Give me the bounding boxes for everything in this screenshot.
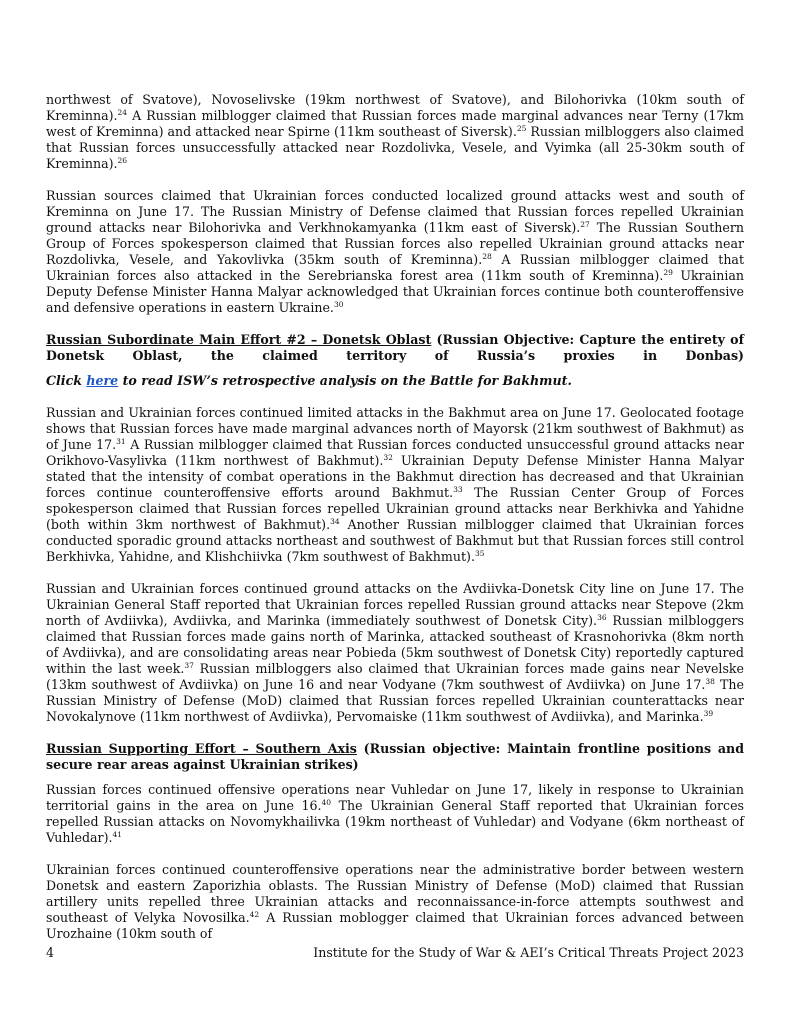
footnote-ref: 38 [705, 676, 715, 686]
footnote-ref: 25 [516, 123, 527, 133]
footnote-ref: 27 [580, 219, 590, 229]
footnote-ref: 32 [383, 452, 393, 462]
footnote-ref: 35 [474, 548, 485, 558]
paragraph-text: A Russian milblogger claimed that Russian forces made marginal advances near Terny (17km west of Kreminna) and attacked near Spirne (11km southeast of Siversk). [46, 108, 744, 139]
footnote-ref: 39 [703, 708, 714, 718]
footnote-ref: 40 [321, 797, 332, 807]
paragraph-luhansk-claims [46, 92, 744, 172]
paragraph-text: Russian milbloggers also claimed that Russian forces unsuccessfully attacked near Rozdolivka, Vesele, and Vyimka (all 25-30km south of Kreminna). [46, 124, 745, 171]
footnote-ref: 29 [663, 267, 673, 277]
section-heading-donetsk-objective: (Russian Objective: Capture the entirety of Donetsk Oblast, the claimed territory of Russia’s proxies in Donbas) [46, 332, 744, 363]
paragraph-text: Russian and Ukrainian forces continued ground attacks on the Avdiivka-Donetsk City line on June 17. The Ukrainian General Staff reported that Ukrainian forces repelled Russian ground attacks near Stepove (2km north of Avdiivka), Avdiivka, and Marinka (immediately southwest of Donetsk City). [46, 581, 744, 628]
paragraph-text: Russian sources claimed that Ukrainian forces conducted localized ground attacks west and south of Kreminna on June 17. The Russian Ministry of Defense claimed that Russian forces repelled Ukrainian ground attacks near Bilohorivka and Verkhnokamyanka (11km east of Siversk). [46, 188, 744, 235]
paragraph-text: A Russian milblogger claimed that Russian forces conducted unsuccessful ground attacks near Orikhovo-Vasylivka (11km northwest of Bakhmut). [46, 437, 744, 468]
footnote-ref: 36 [597, 612, 607, 622]
paragraph-text: The Russian Ministry of Defense (MoD) claimed that Russian forces repelled Ukrainian counterattacks near Novokalynove (11km northwest of Avdiivka), Pervomaiske (11km southwest of Avdiivka), and Marinka. [46, 677, 744, 724]
footnote-ref: 33 [453, 484, 463, 494]
section-heading-southern-title: Russian Supporting Effort – Southern Axis [46, 741, 357, 756]
section-heading-southern-objective: (Russian objective: Maintain frontline positions and secure rear areas against Ukrainian strikes) [46, 741, 744, 772]
paragraph-text: A Russian moblogger claimed that Ukrainian forces advanced between Urozhaine (10km south of [46, 910, 744, 941]
paragraph-text: The Russian Center Group of Forces spokesperson claimed that Russian forces repelled Ukrainian ground attacks near Berkhivka and Yahidne (both within 3km northwest of Bakhmut). [46, 485, 744, 532]
paragraph-text: Russian milbloggers also claimed that Ukrainian forces made gains near Nevelske (13km southwest of Avdiivka) on June 16 and near Vodyane (7km southwest of Avdiivka) on June 17. [46, 661, 744, 692]
page-number: 4 [46, 945, 55, 960]
footer-organization: Institute for the Study of War & AEI’s Critical Threats Project 2023 [313, 945, 744, 960]
paragraph-text: Ukrainian Deputy Defense Minister Hanna Malyar acknowledged that Ukrainian forces continue both counteroffensive and defensive operations in eastern Ukraine. [46, 268, 744, 315]
footnote-ref: 34 [330, 516, 340, 526]
paragraph-text: Russian and Ukrainian forces continued limited attacks in the Bakhmut area on June 17. Geolocated footage shows that Russian forces have made marginal advances north of Mayorsk (21km southwest of Bakhmut) as of June 17. [46, 405, 744, 452]
footnote-ref: 41 [112, 829, 123, 839]
paragraph-vuhledar [46, 782, 744, 846]
footnote-ref: 42 [249, 909, 260, 919]
retrospective-suffix: to read ISW’s retrospective analysis on the Battle for Bakhmut. [118, 373, 572, 388]
paragraph-text: The Russian Southern Group of Forces spokesperson claimed that Russian forces also repelled Ukrainian ground attacks near Rozdolivka, Vesele, and Yakovlivka (35km south of Kreminna). [46, 220, 745, 267]
footnote-ref: 26 [117, 155, 128, 165]
paragraph-text: northwest of Svatove), Novoselivske (19km northwest of Svatove), and Bilohorivka (10km south of Kreminna). [46, 92, 744, 123]
retrospective-link[interactable]: here [86, 373, 119, 388]
section-heading-donetsk-title: Russian Subordinate Main Effort #2 – Donetsk Oblast [46, 332, 432, 347]
document-page [46, 92, 744, 942]
footnote-ref: 24 [117, 107, 128, 117]
paragraph-text: A Russian milblogger claimed that Ukrainian forces also attacked in the Serebrianska forest area (11km south of Kreminna). [46, 252, 745, 283]
paragraph-text: Ukrainian forces continued counteroffensive operations near the administrative border between western Donetsk and eastern Zaporizhia oblasts. The Russian Ministry of Defense (MoD) claimed that Russian artillery units repelled three Ukrainian attacks and reconnaissance-in-force attempts southwest and southeast of Velyka Novosilka. [46, 862, 744, 925]
footnote-ref: 28 [482, 251, 492, 261]
paragraph-zaporizhia-border [46, 862, 744, 942]
footnote-ref: 30 [333, 299, 344, 309]
footnote-ref: 37 [184, 660, 194, 670]
section-heading-donetsk [46, 332, 744, 364]
paragraph-text: Russian forces continued offensive operations near Vuhledar on June 17, likely in response to Ukrainian territorial gains in the area on June 16. [46, 782, 744, 813]
retrospective-callout [46, 373, 744, 389]
paragraph-avdiivka [46, 581, 744, 725]
paragraph-text: Another Russian milblogger claimed that Ukrainian forces conducted sporadic ground attacks northeast and southwest of Bakhmut but that Russian forces still control Berkhivka, Yahidne, and Klishchiivka (7km southwest of Bakhmut). [46, 517, 744, 564]
paragraph-text: Russian milbloggers claimed that Russian forces made gains north of Marinka, attacked southeast of Krasnohorivka (8km north of Avdiivka), and are consolidating areas near Pobieda (5km southwest of Donetsk City) reportedly captured within the last week. [46, 613, 744, 676]
paragraph-kreminna-attacks [46, 188, 744, 316]
paragraph-bakhmut [46, 405, 744, 565]
paragraph-text: The Ukrainian General Staff reported that Ukrainian forces repelled Russian attacks on Novomykhailivka (19km northeast of Vuhledar) and Vodyane (6km northeast of Vuhledar). [46, 798, 744, 845]
section-heading-southern [46, 741, 744, 773]
retrospective-prefix: Click [46, 373, 87, 388]
footnote-ref: 31 [116, 436, 126, 446]
paragraph-text: Ukrainian Deputy Defense Minister Hanna Malyar stated that the intensity of combat operations in the Bakhmut direction has decreased and that Ukrainian forces continue counteroffensive efforts around Bakhmut. [46, 453, 744, 500]
